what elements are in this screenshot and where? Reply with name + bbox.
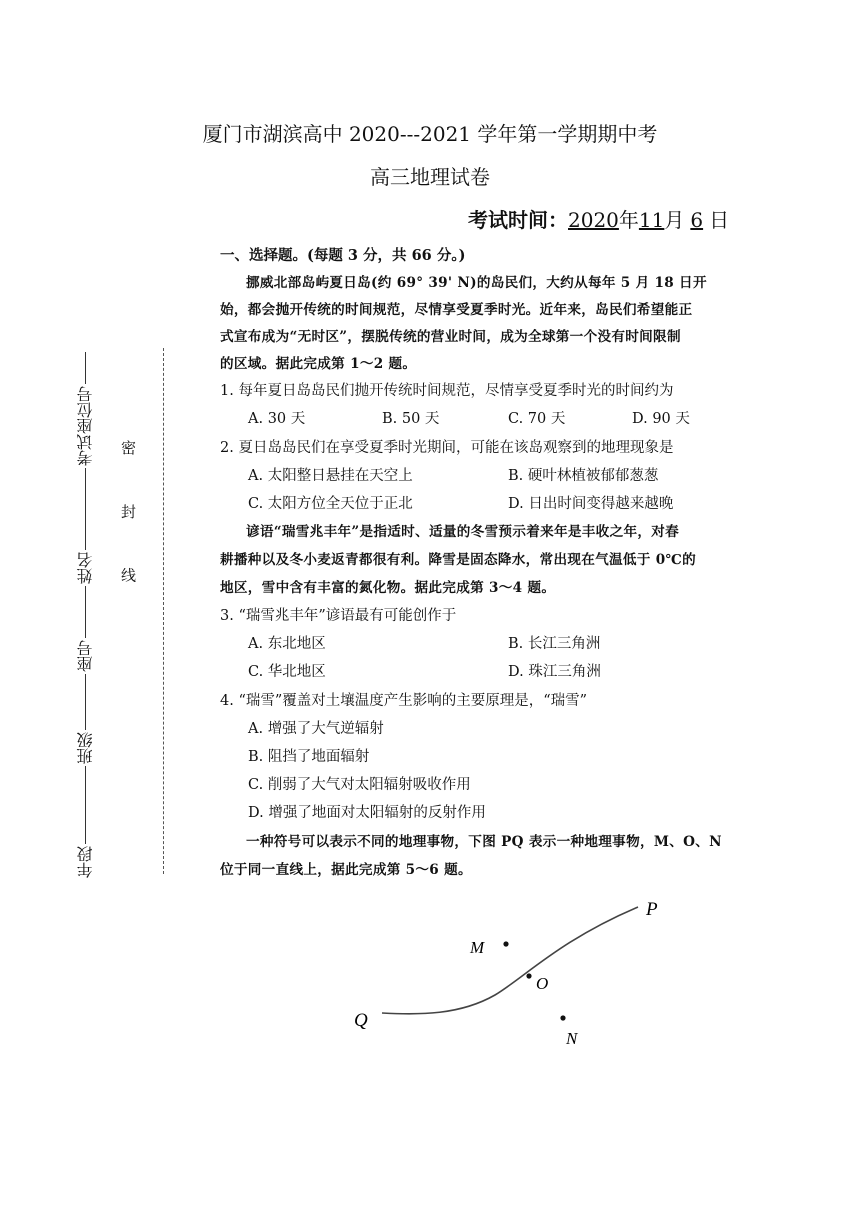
q4-option-c[interactable]: C. 削弱了大气对太阳辐射吸收作用 — [248, 777, 471, 793]
field-seat: 座号 — [76, 640, 95, 672]
seal-line-text: 密 封 线 — [119, 440, 137, 605]
q4-option-a[interactable]: A. 增强了大气逆辐射 — [248, 721, 384, 737]
field-name: 姓名 — [76, 552, 95, 584]
passage2-line: 地区，雪中含有丰富的氮化物。据此完成第 3～4 题。 — [220, 580, 556, 596]
passage3-line: 位于同一直线上，据此完成第 5～6 题。 — [220, 862, 472, 878]
figure-background — [310, 885, 670, 1060]
exam-subtitle: 高三地理试卷 — [370, 165, 490, 189]
q2-option-a[interactable]: A. 太阳整日悬挂在天空上 — [248, 468, 413, 484]
label-n: N — [566, 1029, 578, 1048]
label-o: O — [536, 974, 549, 993]
passage1-line: 式宣布成为“无时区”，摆脱传统的营业时间，成为全球第一个没有时间限制 — [220, 329, 681, 345]
field-exam-seat: 考试座位号 — [76, 386, 95, 466]
q4-option-b[interactable]: B. 阻挡了地面辐射 — [248, 749, 370, 765]
question-1-stem: 1. 每年夏日岛岛民们抛开传统时间规范，尽情享受夏季时光的时间约为 — [220, 383, 674, 399]
question-2-stem: 2. 夏日岛岛民们在享受夏季时光期间，可能在该岛观察到的地理现象是 — [220, 440, 674, 456]
binding-fields — [74, 348, 97, 878]
year-char: 年 — [618, 208, 639, 232]
label-q: Q — [354, 1010, 368, 1031]
point-n — [560, 1015, 565, 1020]
q2-option-c[interactable]: C. 太阳方位全天位于正北 — [248, 496, 413, 512]
passage3-line: 一种符号可以表示不同的地理事物，下图 PQ 表示一种地理事物，M、O、N — [246, 834, 722, 850]
q3-option-b[interactable]: B. 长江三角洲 — [508, 636, 601, 652]
field-class: 班级 — [76, 732, 95, 764]
exam-time-label: 考试时间： — [468, 208, 568, 232]
q1-option-d[interactable]: D. 90 天 — [632, 411, 690, 427]
label-p: P — [646, 899, 658, 920]
point-o — [526, 973, 531, 978]
q1-option-b[interactable]: B. 50 天 — [382, 411, 440, 427]
question-4-stem: 4. “瑞雪”覆盖对土壤温度产生影响的主要原理是，“瑞雪” — [220, 693, 588, 709]
q1-option-a[interactable]: A. 30 天 — [248, 411, 306, 427]
exam-time — [468, 204, 729, 233]
q2-option-d[interactable]: D. 日出时间变得越来越晚 — [508, 496, 674, 512]
question-3-stem: 3. “瑞雪兆丰年”谚语最有可能创作于 — [220, 608, 457, 624]
pq-figure — [310, 885, 670, 1060]
passage1-line: 挪威北部岛屿夏日岛(约 69° 39' N)的岛民们，大约从每年 5 月 18 日开 — [246, 275, 707, 291]
q3-option-a[interactable]: A. 东北地区 — [248, 636, 326, 652]
binding-dashed-line — [163, 348, 164, 874]
q4-option-d[interactable]: D. 增强了地面对太阳辐射的反射作用 — [248, 805, 486, 821]
exam-year: 2020 — [568, 208, 619, 232]
q2-option-b[interactable]: B. 硬叶林植被郁郁葱葱 — [508, 468, 659, 484]
passage2-line: 耕播种以及冬小麦返青都很有利。降雪是固态降水，常出现在气温低于 0℃的 — [220, 552, 696, 568]
label-m: M — [470, 938, 485, 957]
month-char: 月 — [664, 208, 685, 232]
q1-option-c[interactable]: C. 70 天 — [508, 411, 566, 427]
exam-day: 6 — [690, 208, 704, 232]
day-char: 日 — [709, 208, 730, 232]
section-heading: 一、选择题。(每题 3 分，共 66 分。) — [220, 247, 466, 264]
exam-title: 厦门市湖滨高中 2020---2021 学年第一学期期中考 — [202, 122, 658, 146]
q3-option-d[interactable]: D. 珠江三角洲 — [508, 664, 601, 680]
q3-option-c[interactable]: C. 华北地区 — [248, 664, 326, 680]
point-m — [503, 941, 508, 946]
field-grade: 年段 — [76, 846, 95, 878]
passage2-line: 谚语“瑞雪兆丰年”是指适时、适量的冬雪预示着来年是丰收之年，对春 — [246, 524, 680, 540]
exam-month: 11 — [638, 208, 665, 232]
passage1-line: 的区域。据此完成第 1～2 题。 — [220, 356, 417, 372]
passage1-line: 始，都会抛开传统的时间规范，尽情享受夏季时光。近年来，岛民们希望能正 — [220, 302, 693, 318]
